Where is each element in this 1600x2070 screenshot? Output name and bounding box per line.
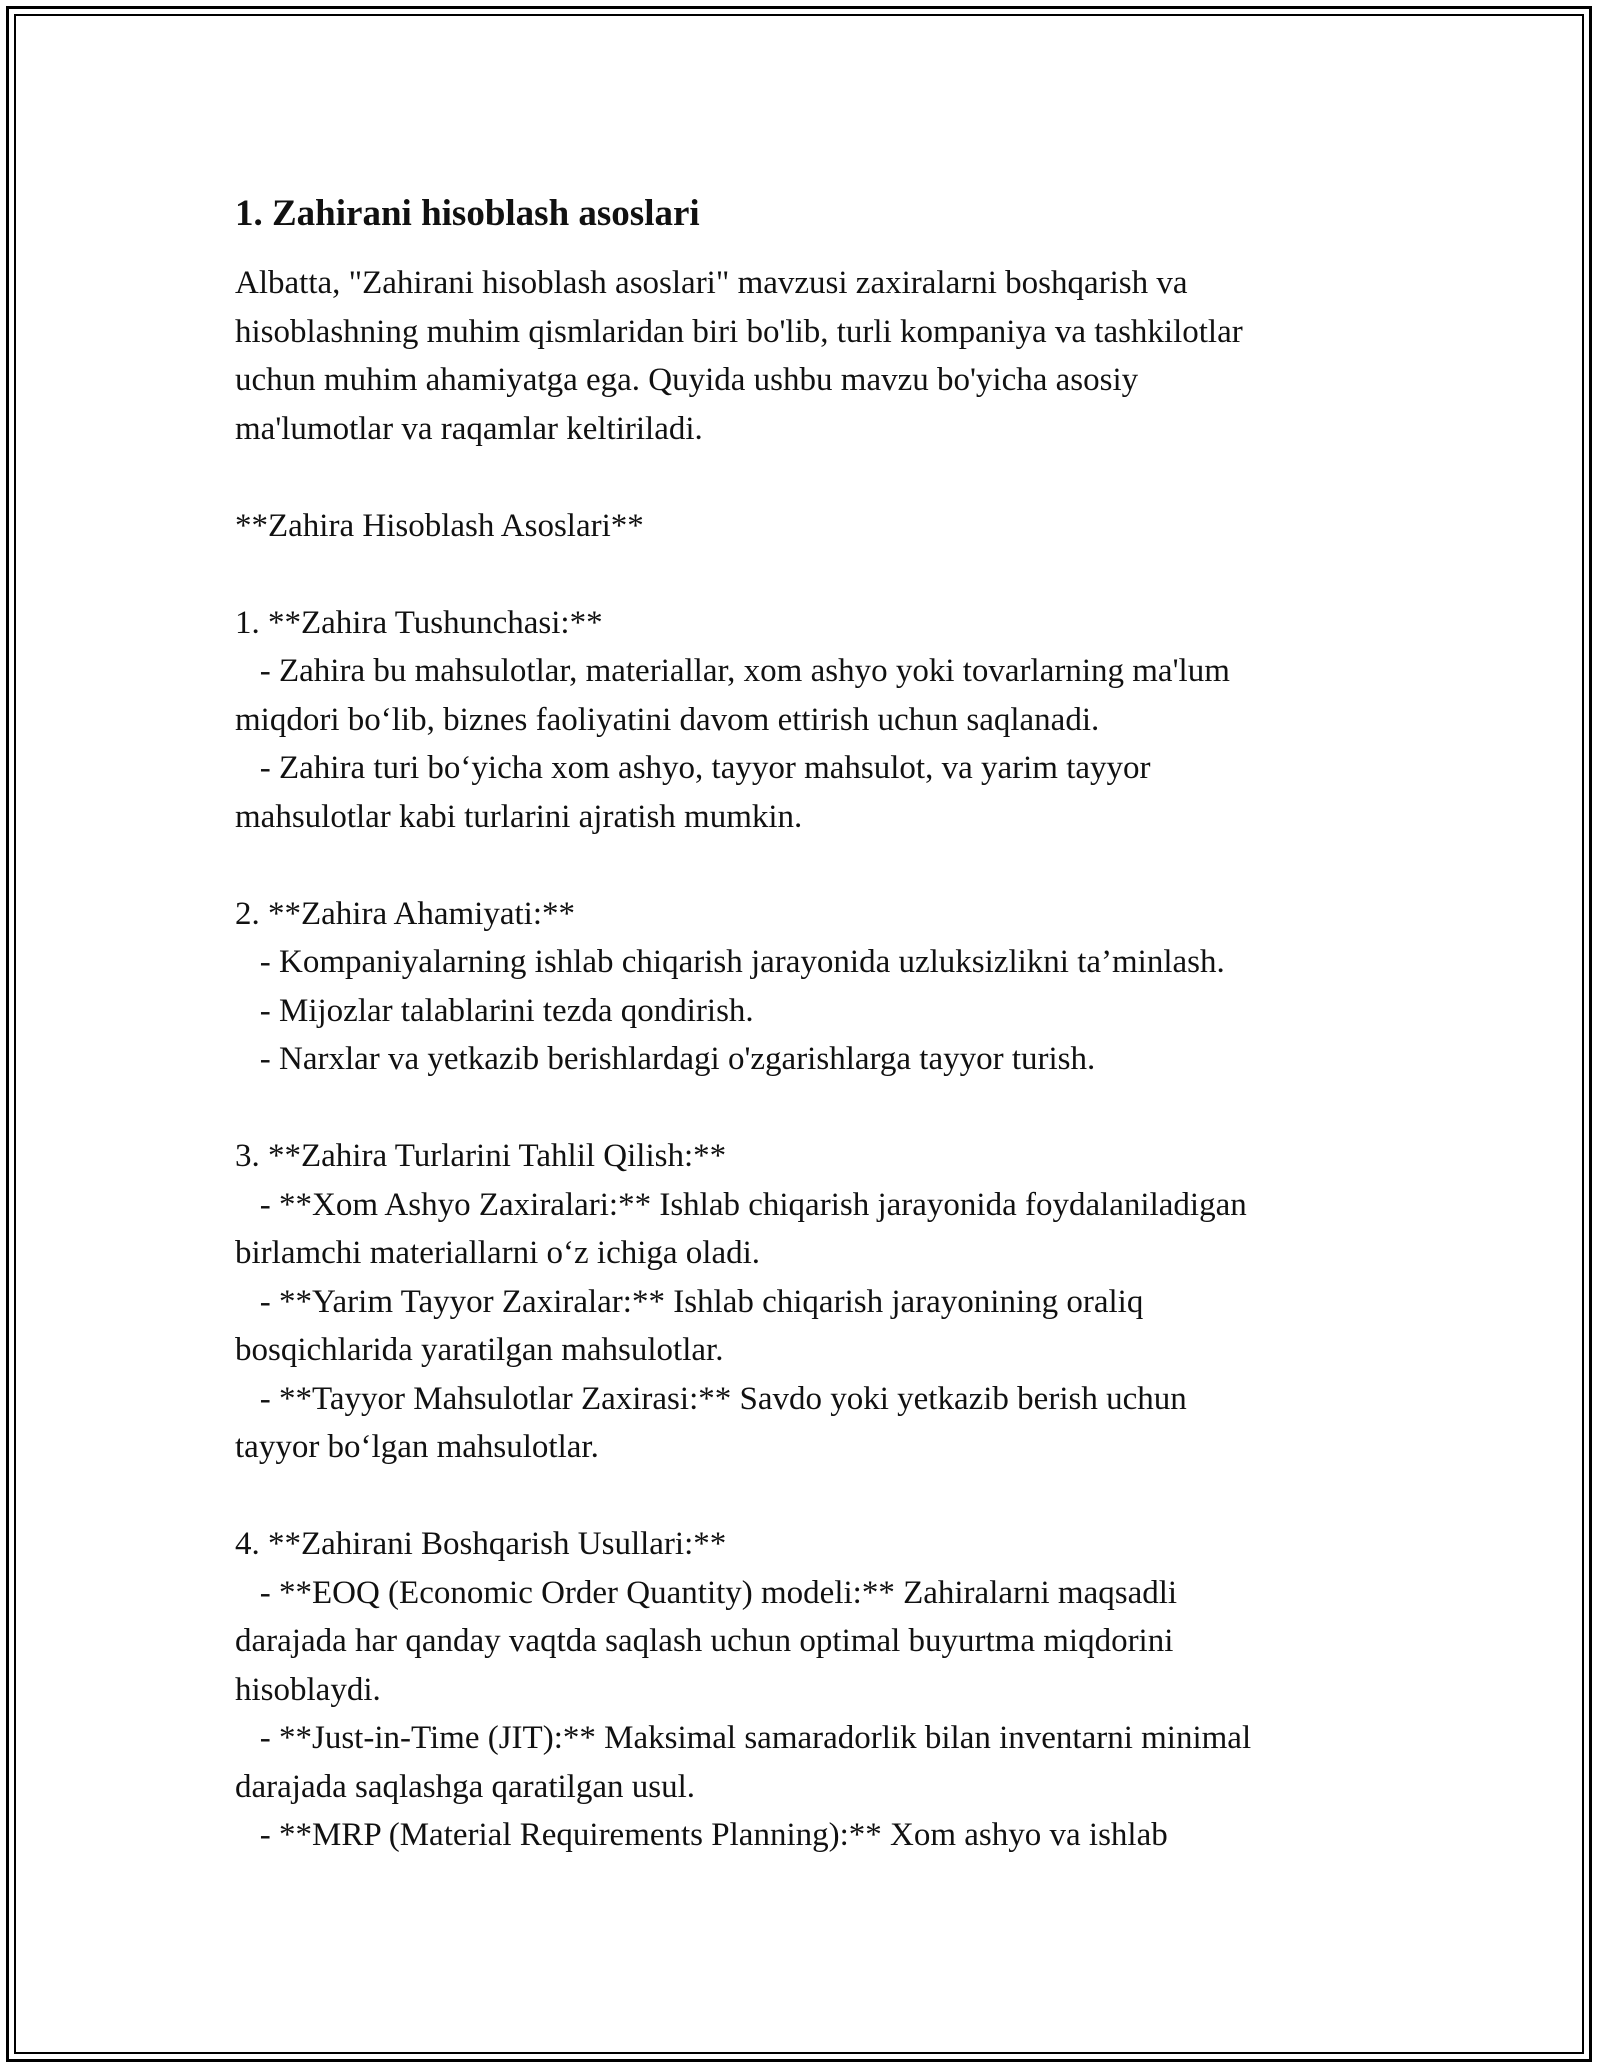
section-zahira-turlari	[235, 1132, 1385, 1472]
section-line: bosqichlarida yaratilgan mahsulotlar.	[235, 1332, 724, 1368]
section-line: darajada har qanday vaqtda saqlash uchun optimal buyurtma miqdorini	[235, 1623, 1174, 1659]
intro-line: hisoblashning muhim qismlaridan biri bo'lib, turli kompaniya va tashkilotlar	[235, 313, 1243, 350]
intro-paragraph	[235, 259, 1385, 453]
section-line: - Zahira turi bo‘yicha xom ashyo, tayyor mahsulot, va yarim tayyor	[235, 750, 1151, 786]
section-line: tayyor bo‘lgan mahsulotlar.	[235, 1429, 599, 1465]
spacer	[235, 453, 1385, 502]
section-heading: 1. **Zahira Tushunchasi:**	[235, 604, 603, 641]
section-zahira-tushunchasi	[235, 599, 1385, 842]
section-line: mahsulotlar kabi turlarini ajratish mumkin.	[235, 798, 803, 835]
intro-line: ma'lumotlar va raqamlar keltiriladi.	[235, 410, 703, 447]
section-line: - **Just-in-Time (JIT):** Maksimal samaradorlik bilan inventarni minimal	[235, 1720, 1252, 1756]
section-boshqarish-usullari	[235, 1520, 1385, 1860]
subtitle: **Zahira Hisoblash Asoslari**	[235, 507, 644, 544]
section-heading: 3. **Zahira Turlarini Tahlil Qilish:**	[235, 1138, 727, 1174]
section-line: - **MRP (Material Requirements Planning):** Xom ashyo va ishlab	[235, 1817, 1168, 1853]
section-line: - **EOQ (Economic Order Quantity) modeli:** Zahiralarni maqsadli	[235, 1574, 1178, 1611]
spacer	[235, 1084, 1385, 1133]
section-line: - **Xom Ashyo Zaxiralari:** Ishlab chiqarish jarayonida foydalaniladigan	[235, 1186, 1247, 1223]
section-line: - **Yarim Tayyor Zaxiralar:** Ishlab chiqarish jarayonining oraliq	[235, 1283, 1144, 1320]
page-title: 1. Zahirani hisoblash asoslari	[235, 193, 700, 234]
intro-line: uchun muhim ahamiyatga ega. Quyida ushbu mavzu bo'yicha asosiy	[235, 362, 1139, 398]
section-line: darajada saqlashga qaratilgan usul.	[235, 1768, 695, 1805]
spacer	[235, 841, 1385, 890]
section-heading: 4. **Zahirani Boshqarish Usullari:**	[235, 1526, 727, 1562]
section-line: hisoblaydi.	[235, 1671, 381, 1708]
spacer	[235, 1472, 1385, 1521]
section-line: - Zahira bu mahsulotlar, materiallar, xom ashyo yoki tovarlarning ma'lum	[235, 653, 1230, 689]
section-line: - **Tayyor Mahsulotlar Zaxirasi:** Savdo yoki yetkazib berish uchun	[235, 1380, 1187, 1417]
section-line: - Kompaniyalarning ishlab chiqarish jarayonida uzluksizlikni ta’minlash.	[235, 944, 1225, 980]
section-line: miqdori bo‘lib, biznes faoliyatini davom ettirish uchun saqlanadi.	[235, 701, 1100, 738]
section-line: birlamchi materiallarni o‘z ichiga oladi.	[235, 1235, 761, 1271]
section-zahira-ahamiyati	[235, 890, 1385, 1084]
section-line: - Narxlar va yetkazib berishlardagi o'zgarishlarga tayyor turish.	[235, 1041, 1096, 1077]
section-heading: 2. **Zahira Ahamiyati:**	[235, 895, 576, 932]
section-line: - Mijozlar talablarini tezda qondirish.	[235, 992, 754, 1029]
document-body	[235, 188, 1385, 1860]
intro-line: Albatta, "Zahirani hisoblash asoslari" mavzusi zaxiralarni boshqarish va	[235, 265, 1188, 301]
spacer	[235, 550, 1385, 599]
